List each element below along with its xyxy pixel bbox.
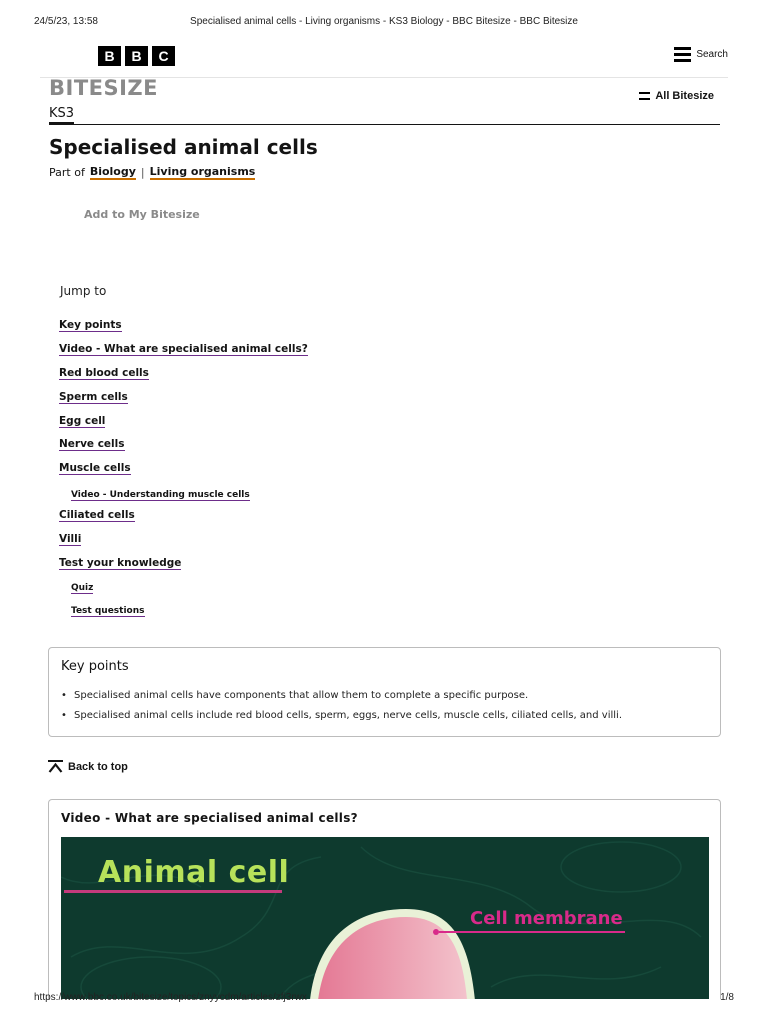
arrow-up-to-top-icon (48, 760, 63, 773)
print-url: https://www.bbc.co.uk/bitesize/topics/znyycdm/articles/zfj3rwx (34, 992, 307, 1003)
video-heading: Video - What are specialised animal cells? (61, 811, 358, 825)
key-points-list (61, 686, 622, 726)
search-label: Search (696, 49, 728, 60)
bitesize-brand[interactable]: BITESIZE (49, 76, 158, 100)
list-item (59, 456, 131, 475)
list-item (71, 598, 145, 617)
jump-link-nerve-cells[interactable]: Nerve cells (59, 438, 125, 450)
part-of-label: Part of (49, 166, 85, 179)
list-item (59, 432, 125, 451)
add-to-my-bitesize-button[interactable]: Add to My Bitesize (84, 208, 200, 221)
all-bitesize-button[interactable] (639, 90, 714, 102)
jump-link-video-muscle[interactable]: Video - Understanding muscle cells (71, 490, 250, 500)
bbc-logo-letter-3: C (152, 46, 175, 66)
jump-link-key-points[interactable]: Key points (59, 319, 122, 331)
jump-link-quiz[interactable]: Quiz (71, 583, 94, 593)
level-divider (49, 124, 720, 125)
level-link-ks3[interactable]: KS3 (49, 106, 74, 124)
breadcrumb-biology[interactable]: Biology (89, 165, 136, 178)
jump-link-test-questions[interactable]: Test questions (71, 606, 145, 616)
list-item (59, 527, 81, 546)
key-points-heading: Key points (61, 659, 129, 674)
breadcrumb (49, 165, 255, 180)
jump-link-egg-cell[interactable]: Egg cell (59, 415, 106, 427)
video-player[interactable] (61, 837, 709, 999)
list-item: • Specialised animal cells include red blood cells, sperm, eggs, nerve cells, muscle cells, ciliated cells, and villi. (61, 706, 622, 726)
jump-link-muscle-cells[interactable]: Muscle cells (59, 462, 131, 474)
breadcrumb-separator: | (140, 166, 145, 179)
video-panel (48, 799, 721, 999)
list-item (59, 337, 308, 356)
list-item (71, 482, 250, 501)
print-footer (34, 992, 734, 1006)
list-item (59, 551, 181, 570)
jump-link-sperm-cells[interactable]: Sperm cells (59, 391, 128, 403)
back-to-top-label: Back to top (68, 760, 128, 773)
list-item (59, 385, 128, 404)
print-header (34, 16, 734, 30)
bbc-logo-letter-1: B (98, 46, 121, 66)
jump-to-heading: Jump to (60, 284, 107, 298)
jump-link-test-your-knowledge[interactable]: Test your knowledge (59, 557, 182, 569)
back-to-top-link[interactable] (48, 760, 128, 773)
print-page-number: 1/8 (720, 992, 734, 1003)
bbc-logo[interactable] (98, 46, 175, 66)
list-item (59, 361, 149, 380)
jump-link-video-specialised[interactable]: Video - What are specialised animal cells? (59, 343, 308, 355)
jump-link-red-blood-cells[interactable]: Red blood cells (59, 367, 149, 379)
list-item (59, 313, 122, 332)
list-item (71, 575, 93, 594)
hamburger-menu-icon (674, 47, 691, 62)
list-item: • Specialised animal cells have components that allow them to complete a specific purpose. (61, 686, 622, 706)
breadcrumb-living-organisms[interactable]: Living organisms (149, 165, 256, 178)
all-bitesize-label: All Bitesize (655, 90, 714, 102)
page-title: Specialised animal cells (49, 135, 318, 159)
video-frame-title: Animal cell (98, 855, 290, 890)
all-bitesize-menu-icon (639, 92, 650, 100)
menu-search-button[interactable] (674, 47, 728, 62)
list-item (59, 503, 135, 522)
video-frame-label: Cell membrane (470, 908, 623, 929)
list-item (59, 409, 105, 428)
key-points-panel (48, 647, 721, 737)
print-date: 24/5/23, 13:58 (34, 16, 98, 27)
print-title: Specialised animal cells - Living organisms - KS3 Biology - BBC Bitesize - BBC Bitesize (190, 16, 578, 27)
jump-link-ciliated-cells[interactable]: Ciliated cells (59, 509, 135, 521)
bbc-logo-letter-2: B (125, 46, 148, 66)
jump-link-villi[interactable]: Villi (59, 533, 82, 545)
